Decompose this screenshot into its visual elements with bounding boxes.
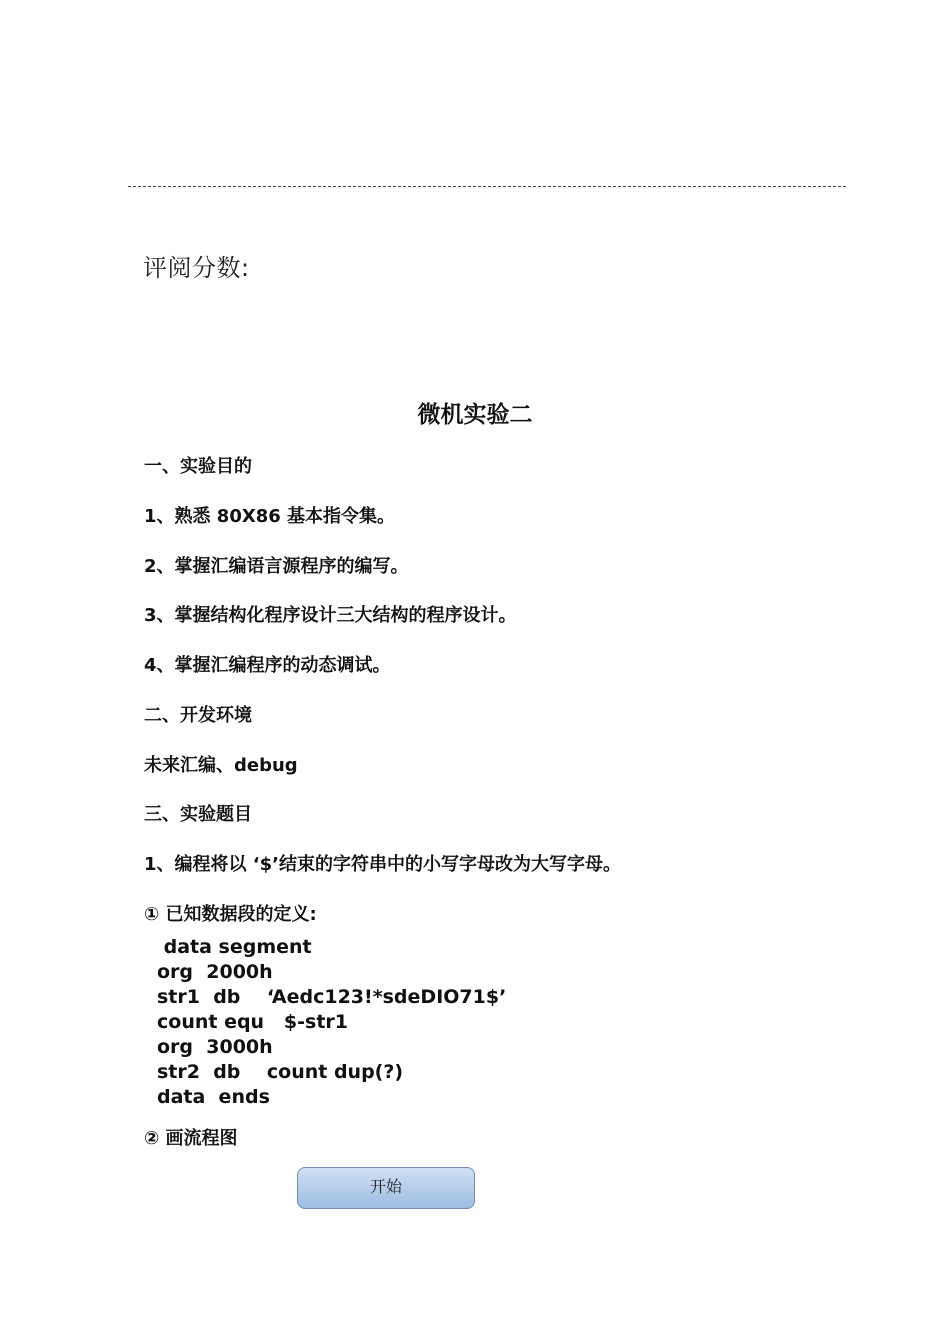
code-line: org 3000h xyxy=(157,1036,273,1058)
environment-text: 未来汇编、debug xyxy=(144,755,298,776)
code-line: str1 db ‘Aedc123!*sdeDIO71$’ xyxy=(157,986,507,1008)
section-heading-purpose: 一、实验目的 xyxy=(144,456,252,477)
code-line: count equ $-str1 xyxy=(157,1011,349,1033)
code-line: data segment xyxy=(157,936,312,958)
dashed-separator xyxy=(128,186,846,187)
purpose-item-1: 1、熟悉 80X86 基本指令集。 xyxy=(144,506,396,527)
flowchart-start-node xyxy=(297,1167,475,1209)
purpose-item-4: 4、掌握汇编程序的动态调试。 xyxy=(144,655,391,676)
flowchart-heading: ② 画流程图 xyxy=(144,1128,238,1149)
section-heading-environment: 二、开发环境 xyxy=(144,705,252,726)
data-segment-heading: ① 已知数据段的定义: xyxy=(144,904,317,925)
task-item-1: 1、编程将以 ‘$’结束的字符串中的小写字母改为大写字母。 xyxy=(144,854,621,875)
section-heading-task: 三、实验题目 xyxy=(144,804,252,825)
code-line: str2 db count dup(?) xyxy=(157,1061,404,1083)
flowchart-start-label: 开始 xyxy=(369,1176,402,1196)
code-line: data ends xyxy=(157,1086,270,1108)
score-label: 评阅分数: xyxy=(143,254,250,282)
purpose-item-2: 2、掌握汇编语言源程序的编写。 xyxy=(144,556,409,577)
code-line: org 2000h xyxy=(157,961,273,983)
purpose-item-3: 3、掌握结构化程序设计三大结构的程序设计。 xyxy=(144,605,517,626)
document-title: 微机实验二 xyxy=(417,402,533,428)
